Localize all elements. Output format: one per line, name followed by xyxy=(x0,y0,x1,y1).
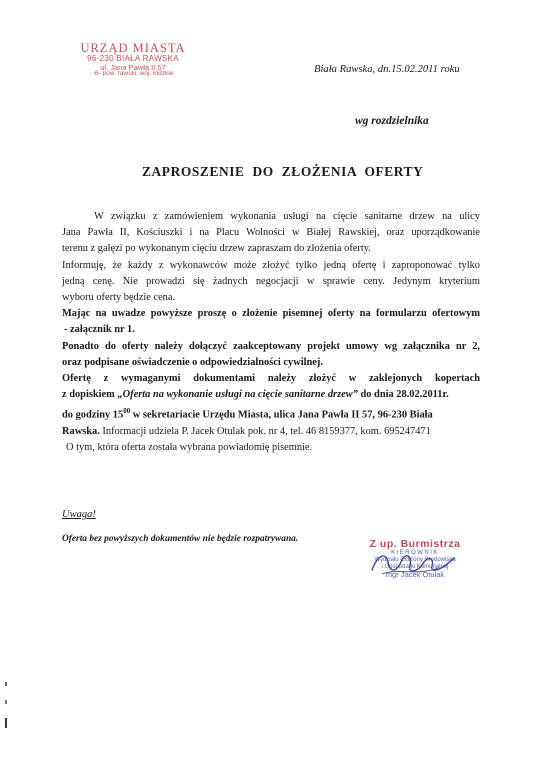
body-text: Rawska. xyxy=(62,426,100,438)
body-text: Informacji udziela P. Jacek Otulak pok. nr 4, tel. 46 8159377, kom. 695247471 xyxy=(99,426,431,438)
stamp-line-2: 96-230 BIAŁA RAWSKA xyxy=(87,54,179,64)
body-line: - załącznik nr 1. xyxy=(64,324,135,336)
body-text: do godziny 15 xyxy=(62,409,124,421)
time-superscript: 00 xyxy=(123,407,131,416)
document-title: ZAPROSZENIE DO ZŁOŻENIA OFERTY xyxy=(142,164,424,179)
body-line: oraz podpisane oświadczenie o odpowiedzialności cywilnej. xyxy=(62,356,323,368)
stamp-line-3: ul. Jana Pawła II 57 xyxy=(100,62,166,72)
body-line: O tym, która oferta została wybrana powiadomię pisemnie. xyxy=(66,442,313,454)
offer-label-text: „Oferta na wykonanie usługi na cięcie sanitarne drzew” xyxy=(117,389,358,401)
stamp-line-1: URZĄD MIASTA xyxy=(80,41,186,55)
body-line xyxy=(62,387,480,403)
signature-stamp-line-2: KIEROWNIK xyxy=(391,550,439,557)
handwritten-signature xyxy=(368,548,458,580)
stamp-line-4: -6- pow. rawski, woj. łódzkie xyxy=(92,70,174,78)
body-line: Mając na uwadze powyższe proszę o złożenie pisemnej oferty na formularzu ofertowym xyxy=(62,308,480,320)
body-line: W związku z zamówieniem wykonania usługi na cięcie sanitarne drzew na ulicy xyxy=(94,211,480,222)
body-line xyxy=(62,424,480,440)
body-line: jedną cenę. Nie prowadzi się żadnych negocjacji w sprawie ceny. Jedynym kryterium xyxy=(62,275,480,287)
letter-body xyxy=(62,209,480,457)
body-line: wyboru oferty będzie cena. xyxy=(62,292,176,304)
signature-stamp-line-1: Z up. Burmistrza xyxy=(369,538,461,550)
warning-note: Oferta bez powyższych dokumentów nie będzie rozpatrywana. xyxy=(62,534,299,544)
place-and-date: Biała Rawska, dn.15.02.2011 roku xyxy=(314,64,460,75)
body-text: z dopiskiem xyxy=(62,389,118,401)
addressee: wg rozdzielnika xyxy=(355,115,429,127)
body-line: Ofertę z wymaganymi dokumentami należy złożyć w zaklejonych kopertach xyxy=(62,373,480,385)
body-text: do dnia 28.02.2011r. xyxy=(357,389,449,401)
body-line: Jana Pawła II, Kościuszki i na Placu Wolności w Białej Rawskiej, oraz uporządkowanie xyxy=(62,227,480,239)
warning-label: Uwaga! xyxy=(62,509,96,520)
signature-stamp-line-5: mgr Jacek Otulak xyxy=(385,569,445,579)
signature-stamp-line-3: Wydziału Ochrony Środowiska xyxy=(374,556,456,563)
office-stamp xyxy=(58,42,208,78)
body-line: terenu z gałęzi po wykonanym cięciu drzew zapraszam do złożenia oferty. xyxy=(62,243,371,255)
signature-stamp-line-4: i Gospodarki Komunalnej xyxy=(381,563,449,570)
body-line: Informuję, że każdy z wykonawców może złożyć tylko jedną ofertę i zaproponować tylko xyxy=(62,259,480,271)
body-line xyxy=(62,403,480,424)
margin-mark xyxy=(3,680,9,730)
body-line: Ponadto do oferty należy dołączyć zaakceptowany projekt umowy wg załącznika nr 2, xyxy=(62,340,480,352)
body-text: w sekretariacie Urzędu Miasta, ulica Jana Pawła II 57, 96-230 Biała xyxy=(130,409,433,421)
